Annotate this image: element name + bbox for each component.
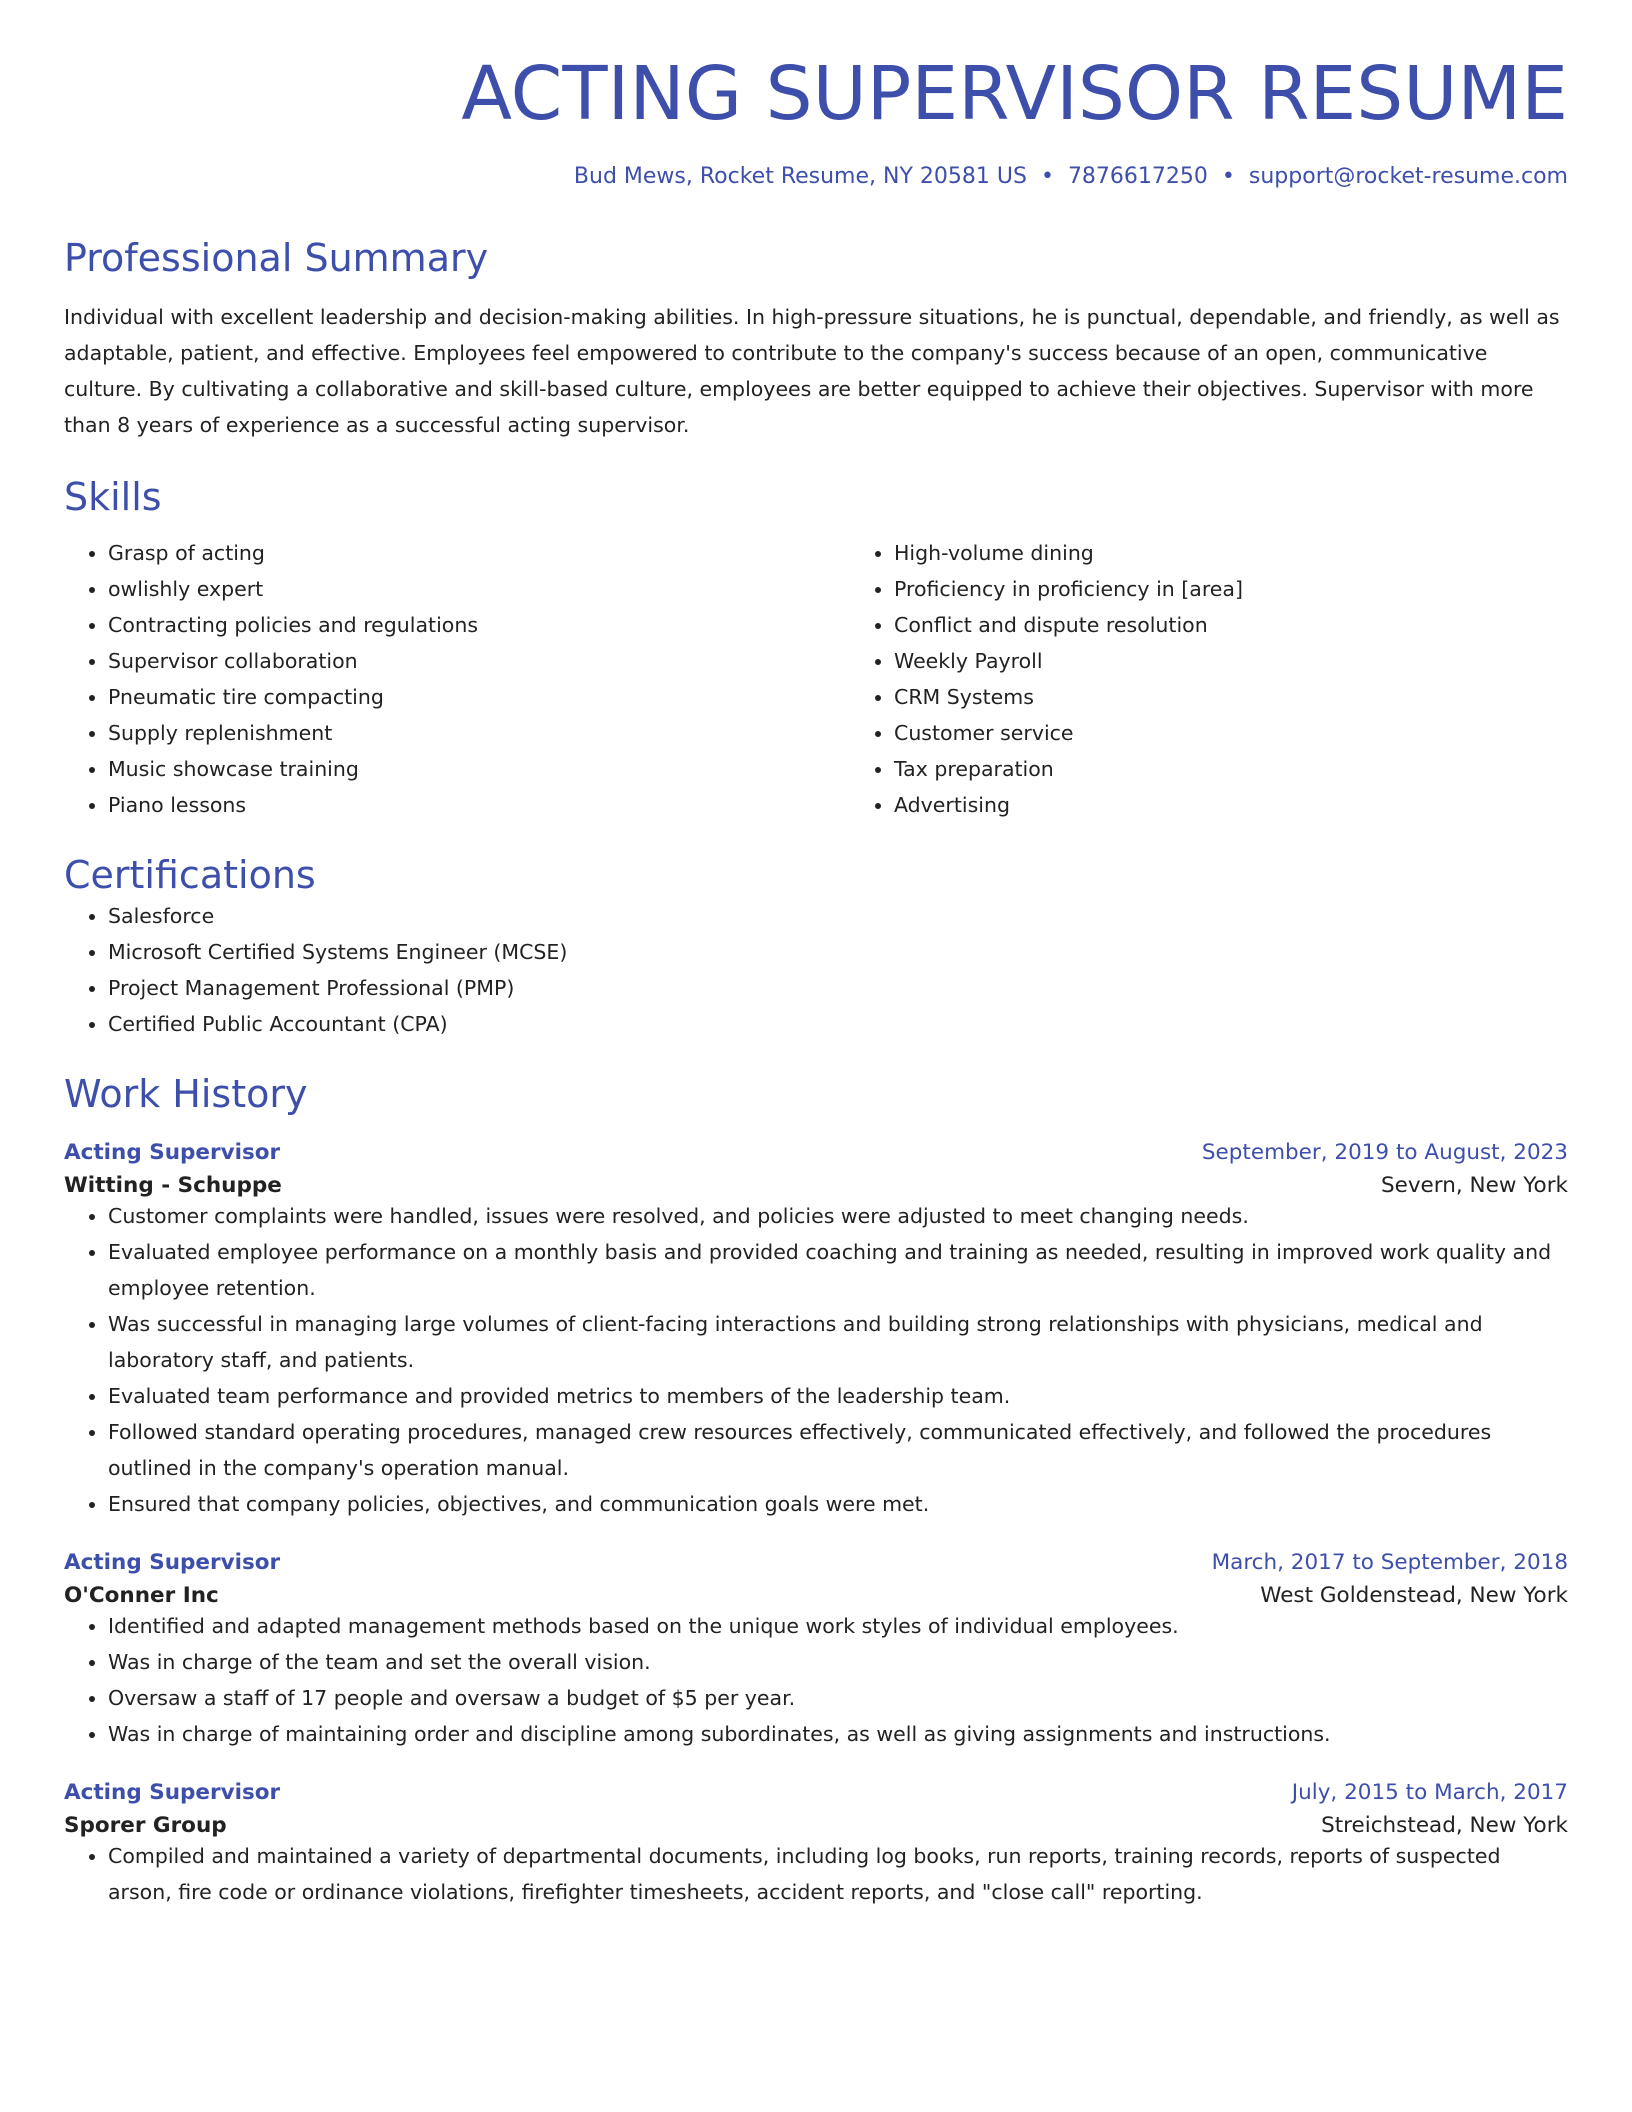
certification-item: • Project Management Professional (PMP): [108, 970, 1568, 1006]
summary-text: Individual with excellent leadership and decision-making abilities. In high-pressure situations, he is punctual, dependable, and friendly, as well as adaptable, patient, and effective. Employees feel empowered to contribute to the company's success because of an open, communicative culture. By cultivating a collaborative and skill-based culture, employees are better equipped to achieve their objectives. Supervisor with more than 8 years of experience as a successful acting supervisor.: [64, 305, 1560, 438]
job-company: Witting - Schuppe: [64, 1173, 282, 1199]
contact-separator: •: [1221, 164, 1235, 190]
skill-item: • Contracting policies and regulations: [108, 607, 850, 643]
contact-email[interactable]: support@rocket-resume.com: [1248, 164, 1568, 190]
skill-item: • Proficiency in proficiency in [area]: [894, 571, 1632, 607]
job-location: West Goldenstead, New York: [1260, 1583, 1568, 1609]
contact-line: [64, 163, 1568, 192]
job-entry: [64, 1140, 1568, 1522]
certification-item: • Salesforce: [108, 898, 1568, 934]
skill-item: • Advertising: [894, 787, 1632, 823]
job-bullets: [64, 1838, 1568, 1910]
skill-item: • Customer service: [894, 715, 1632, 751]
job-role: Acting Supervisor: [64, 1550, 281, 1576]
certification-item: • Microsoft Certified Systems Engineer (MCSE): [108, 934, 1568, 970]
job-dates: July, 2015 to March, 2017: [1291, 1780, 1568, 1806]
job-bullets: [64, 1608, 1568, 1752]
job-bullet: • Oversaw a staff of 17 people and oversaw a budget of $5 per year.: [108, 1680, 1568, 1716]
job-location: Severn, New York: [1380, 1173, 1568, 1199]
page-title: ACTING SUPERVISOR RESUME: [461, 51, 1568, 137]
skills-list-right: [850, 535, 1632, 823]
job-company: O'Conner Inc: [64, 1583, 219, 1609]
certification-item: • Certified Public Accountant (CPA): [108, 1006, 1568, 1042]
job-subheader: [64, 1813, 1568, 1838]
certifications-list: [64, 898, 1568, 1042]
skill-item: • Supervisor collaboration: [108, 643, 850, 679]
job-bullet: • Evaluated employee performance on a monthly basis and provided coaching and training as needed, resulting in improved work quality and employee retention.: [108, 1234, 1568, 1306]
contact-address: Bud Mews, Rocket Resume, NY 20581 US: [573, 164, 1027, 190]
job-header: [64, 1780, 1568, 1805]
job-dates: September, 2019 to August, 2023: [1201, 1140, 1568, 1166]
job-bullet: • Customer complaints were handled, issues were resolved, and policies were adjusted to meet changing needs.: [108, 1198, 1568, 1234]
resume-header: [64, 0, 1568, 192]
job-company: Sporer Group: [64, 1813, 227, 1839]
job-role: Acting Supervisor: [64, 1780, 281, 1806]
job-subheader: [64, 1583, 1568, 1608]
skill-item: • Weekly Payroll: [894, 643, 1632, 679]
skill-item: • Tax preparation: [894, 751, 1632, 787]
skill-item: • owlishly expert: [108, 571, 850, 607]
job-location: Streichstead, New York: [1321, 1813, 1568, 1839]
skill-item: • Music showcase training: [108, 751, 850, 787]
job-bullet: • Was successful in managing large volumes of client-facing interactions and building strong relationships with physicians, medical and laboratory staff, and patients.: [108, 1306, 1568, 1378]
job-dates: March, 2017 to September, 2018: [1211, 1550, 1568, 1576]
skills-columns: [64, 535, 1568, 823]
skills-heading: Skills: [64, 475, 162, 520]
skill-item: • Conflict and dispute resolution: [894, 607, 1632, 643]
job-bullet: • Identified and adapted management methods based on the unique work styles of individual employees.: [108, 1608, 1568, 1644]
skill-item: • Piano lessons: [108, 787, 850, 823]
job-bullet: • Was in charge of the team and set the overall vision.: [108, 1644, 1568, 1680]
summary-heading: Professional Summary: [64, 235, 489, 280]
job-entry: [64, 1550, 1568, 1752]
job-subheader: [64, 1173, 1568, 1198]
job-bullet: • Ensured that company policies, objectives, and communication goals were met.: [108, 1486, 1568, 1522]
job-header: [64, 1550, 1568, 1575]
job-bullet: • Evaluated team performance and provided metrics to members of the leadership team.: [108, 1378, 1568, 1414]
work-history-heading: Work History: [64, 1072, 308, 1117]
skill-item: • Supply replenishment: [108, 715, 850, 751]
job-header: [64, 1140, 1568, 1165]
job-entry: [64, 1780, 1568, 1910]
skills-list-left: [64, 535, 850, 823]
skill-item: • CRM Systems: [894, 679, 1632, 715]
job-role: Acting Supervisor: [64, 1140, 281, 1166]
contact-phone: 7876617250: [1067, 164, 1208, 190]
skill-item: • Grasp of acting: [108, 535, 850, 571]
skill-item: • High-volume dining: [894, 535, 1632, 571]
job-bullet: • Compiled and maintained a variety of departmental documents, including log books, run reports, training records, reports of suspected arson, fire code or ordinance violations, firefighter timesheets, accident reports, and "close call" reporting.: [108, 1838, 1568, 1910]
contact-separator: •: [1040, 164, 1054, 190]
certifications-heading: Certifications: [64, 852, 316, 897]
job-bullet: • Was in charge of maintaining order and discipline among subordinates, as well as giving assignments and instructions.: [108, 1716, 1568, 1752]
job-bullets: [64, 1198, 1568, 1522]
job-bullet: • Followed standard operating procedures, managed crew resources effectively, communicated effectively, and followed the procedures outlined in the company's operation manual.: [108, 1414, 1568, 1486]
skill-item: • Pneumatic tire compacting: [108, 679, 850, 715]
